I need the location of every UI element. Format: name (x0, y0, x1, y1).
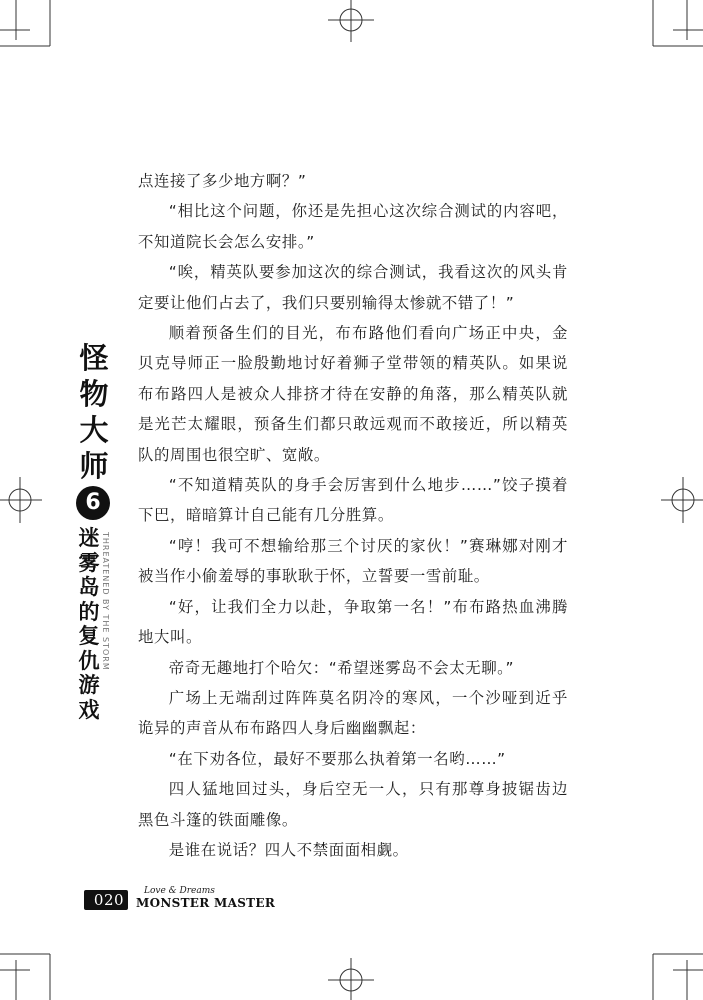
brand-name: MONSTER MASTER (136, 896, 276, 910)
series-title: 怪物大师 (79, 341, 109, 483)
paragraph: “相比这个问题，你还是先担心这次综合测试的内容吧，不知道院长会怎么安排。” (138, 202, 568, 251)
registration-mark-top (328, 0, 374, 42)
paragraph: 点连接了多少地方啊？” (138, 172, 307, 190)
page-number: 020 (93, 891, 125, 909)
series-tagline: Love & Dreams (144, 886, 215, 896)
volume-subtitle: 迷雾岛的复仇游戏 (78, 526, 100, 722)
paragraph: 是谁在说话？四人不禁面面相觑。 (168, 840, 409, 859)
paragraph: “好，让我们全力以赴，争取第一名！”布布路热血沸腾地大叫。 (138, 597, 568, 647)
paragraph: “不知道精英队的身手会厉害到什么地步……”饺子摸着下巴，暗暗算计自己能有几分胜算。 (138, 476, 568, 525)
english-tagline: THREATENED BY THE STORM (101, 532, 110, 671)
page-footer (84, 884, 284, 914)
paragraph: 顺着预备生们的目光，布布路他们看向广场正中央，金贝克导师正一脸殷勤地讨好着狮子堂带领的精英队。如果说布布路四人是被众人排挤才待在安静的角落，那么精英队就是光芒太耀眼，预备生们都只敢远观而不敢接近，所以精英队的周围也很空旷、宽敞。 (138, 324, 568, 464)
paragraph: 广场上无端刮过阵阵莫名阴冷的寒风，一个沙哑到近乎诡异的声音从布布路四人身后幽幽飘起： (138, 688, 568, 738)
registration-mark-right (661, 477, 703, 523)
registration-mark-left (0, 477, 42, 523)
body-text (138, 166, 568, 865)
paragraph: “哼！我可不想输给那三个讨厌的家伙！”赛琳娜对刚才被当作小偷羞辱的事耿耿于怀，立誓要一雪前耻。 (138, 536, 568, 586)
paragraph: “在下劝各位，最好不要那么执着第一名哟……” (168, 749, 506, 768)
registration-mark-bottom (328, 958, 374, 1000)
volume-badge: 6 (76, 486, 110, 520)
paragraph: 帝奇无趣地打个哈欠：“希望迷雾岛不会太无聊。” (168, 658, 515, 677)
paragraph: “唉，精英队要参加这次的综合测试，我看这次的风头肯定要让他们占去了，我们只要别输得太惨就不错了！” (138, 263, 568, 312)
paragraph: 四人猛地回过头，身后空无一人，只有那尊身披锯齿边黑色斗篷的铁面雕像。 (138, 780, 568, 829)
